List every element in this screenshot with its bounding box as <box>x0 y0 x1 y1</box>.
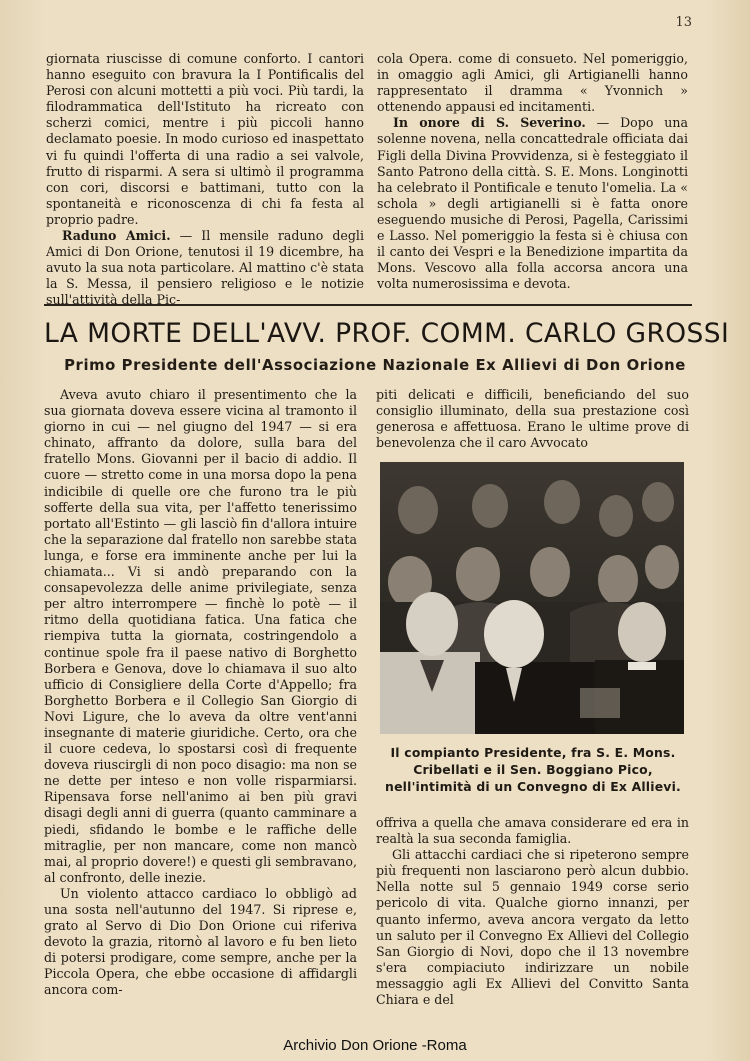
paragraph: Aveva avuto chiaro il presentimento che la sua giornata doveva essere vicina al tramonto il giorno in cui — nel giugno del 1947 — si era chinato, affranto da dolore, sulla bara del fratello Mons. Giovanni per il bacio di addio. Il cuore — stretto come in una morsa dopo la pena indicibile di quelle ore che furono tra le più sofferte della sua vita, per l'affetto tenerissimo portato all'Estinto — gli lasciò fin d'allora intuire che la separazione dal fratello non sarebbe stata lunga, e forse era imminente anche per lui la chiamata... Vi si andò preparando con la consapevolezza delle anime privilegiate, senza per altro interrompere — finchè lo potè — il ritmo della quotidiana fatica. Una fatica che riempiva tutta la giornata, costringendolo a continue spole fra il paese nativo di Borghetto Borbera e Genova, dove lo chiamava il suo alto ufficio di Consigliere della Corte d'Appello; fra Borghetto Borbera e il Collegio San Giorgio di Novi Ligure, che lo aveva da oltre vent'anni insegnante di materie giuridiche. Certo, ora che il cuore cedeva, lo spostarsi così di frequente doveva riuscirgli di non poco disagio: ma non se ne dette per inteso e non volle risparmiarsi. Ripensava forse nell'animo ai ben più gravi disagi degli anni di guerra (quanto camminare a piedi, sfidando le bombe e le raffiche delle mitraglie, per non mancare, come non mancò mai, al proprio dovere!) e questi gli sembravano, al confronto, delle inezie. <box>44 387 357 885</box>
paragraph: cola Opera. come di consueto. Nel pomeriggio, in omaggio agli Amici, gli Artigianelli hanno rappresentato il dramma « Yvonnich » ottenendo appausi ed incitamenti. <box>377 51 688 115</box>
group-portrait-photo <box>380 462 684 734</box>
paragraph: giornata riuscisse di comune conforto. I cantori hanno eseguito con bravura la I Pontificalis del Perosi con alcuni mottetti a più voci. Più tardi, la filodrammatica dell'Istituto ha ricreato con scherzi comici, mentre i più piccoli hanno declamato poesie. In modo curioso ed inaspettato vi fu quindi l'offerta di una radio a sei valvole, frutto di risparmi. A sera si ultimò il programma con cori, discorsi e battimani, tutto con la spontaneità e riconoscenza di chi fa festa al proprio padre. <box>46 51 364 227</box>
page-number: 13 <box>675 15 692 30</box>
paragraph: Un violento attacco cardiaco lo obbligò ad una sosta nell'autunno del 1947. Si riprese e, grato al Servo di Dio Don Orione cui riferiva devoto la grazia, ritornò al lavoro e fu ben lieto di potersi prodigare, come sempre, anche per la Piccola Opera, che ebbe occasione di affidargli ancora com- <box>44 885 357 998</box>
run-in-heading: Raduno Amici. <box>62 228 171 244</box>
photo-caption: Il compianto Presidente, fra S. E. Mons. Cribellati e il Sen. Boggiano Pico, nell'intimità di un Convegno di Ex Allievi. <box>385 745 681 794</box>
article-subtitle: Primo Presidente dell'Associazione Nazionale Ex Allievi di Don Orione <box>64 357 686 374</box>
paragraph-s-severino: In onore di S. Severino. — Dopo una solenne novena, nella concattedrale officiata dai Figli della Divina Provvidenza, si è festeggiato il Santo Patrono della città. S. E. Mons. Longinotti ha celebrato il Pontificale e tenuto l'omelia. La « schola » degli artigianelli si è fatta onore eseguendo musiche di Perosi, Pagella, Carissimi e Lasso. Nel pomeriggio la festa si è chiusa con il canto dei Vespri e la Benedizione impartita da Mons. Vescovo alla folla accorsa ancora una volta numerosissima e devota. <box>377 115 688 292</box>
run-in-heading: In onore di S. Severino. <box>393 115 586 131</box>
paragraph: piti delicati e difficili, beneficiando del suo consiglio illuminato, della sua prestazione così generosa e affettuosa. Erano le ultime prove di benevolenza che il caro Avvocato <box>376 387 689 451</box>
paragraph: Gli attacchi cardiaci che si ripeterono sempre più frequenti non lasciarono però alcun dubbio. Nella notte sul 5 gennaio 1949 corse serio pericolo di vita. Qualche giorno innanzi, per quanto infermo, aveva ancora vergato da letto un saluto per il Convegno Ex Allievi del Collegio San Giorgio di Novi, dopo che il 13 novembre s'era compiaciuto indirizzare un nobile messaggio agli Ex Allievi del Convitto Santa Chiara e del <box>376 847 689 1008</box>
photo-group-portrait-icon <box>380 462 684 734</box>
archive-footer: Archivio Don Orione -Roma <box>283 1037 467 1054</box>
top-left-column <box>46 51 364 309</box>
article-right-column-top <box>376 387 689 451</box>
paragraph: offriva a quella che amava considerare ed era in realtà la sua seconda famiglia. <box>376 815 689 847</box>
article-left-column <box>44 387 357 999</box>
paragraph-raduno-amici: Raduno Amici. — Il mensile raduno degli Amici di Don Orione, tenutosi il 19 dicembre, ha avuto la sua nota particolare. Al mattino c'è stata la S. Messa, il pensiero religioso e le notizie sull'attività della Pic- <box>46 228 364 308</box>
article-title: LA MORTE DELL'AVV. PROF. COMM. CARLO GROSSI <box>44 318 730 349</box>
top-right-column <box>377 51 688 292</box>
article-right-column-bottom <box>376 815 689 1008</box>
section-divider <box>44 304 692 306</box>
